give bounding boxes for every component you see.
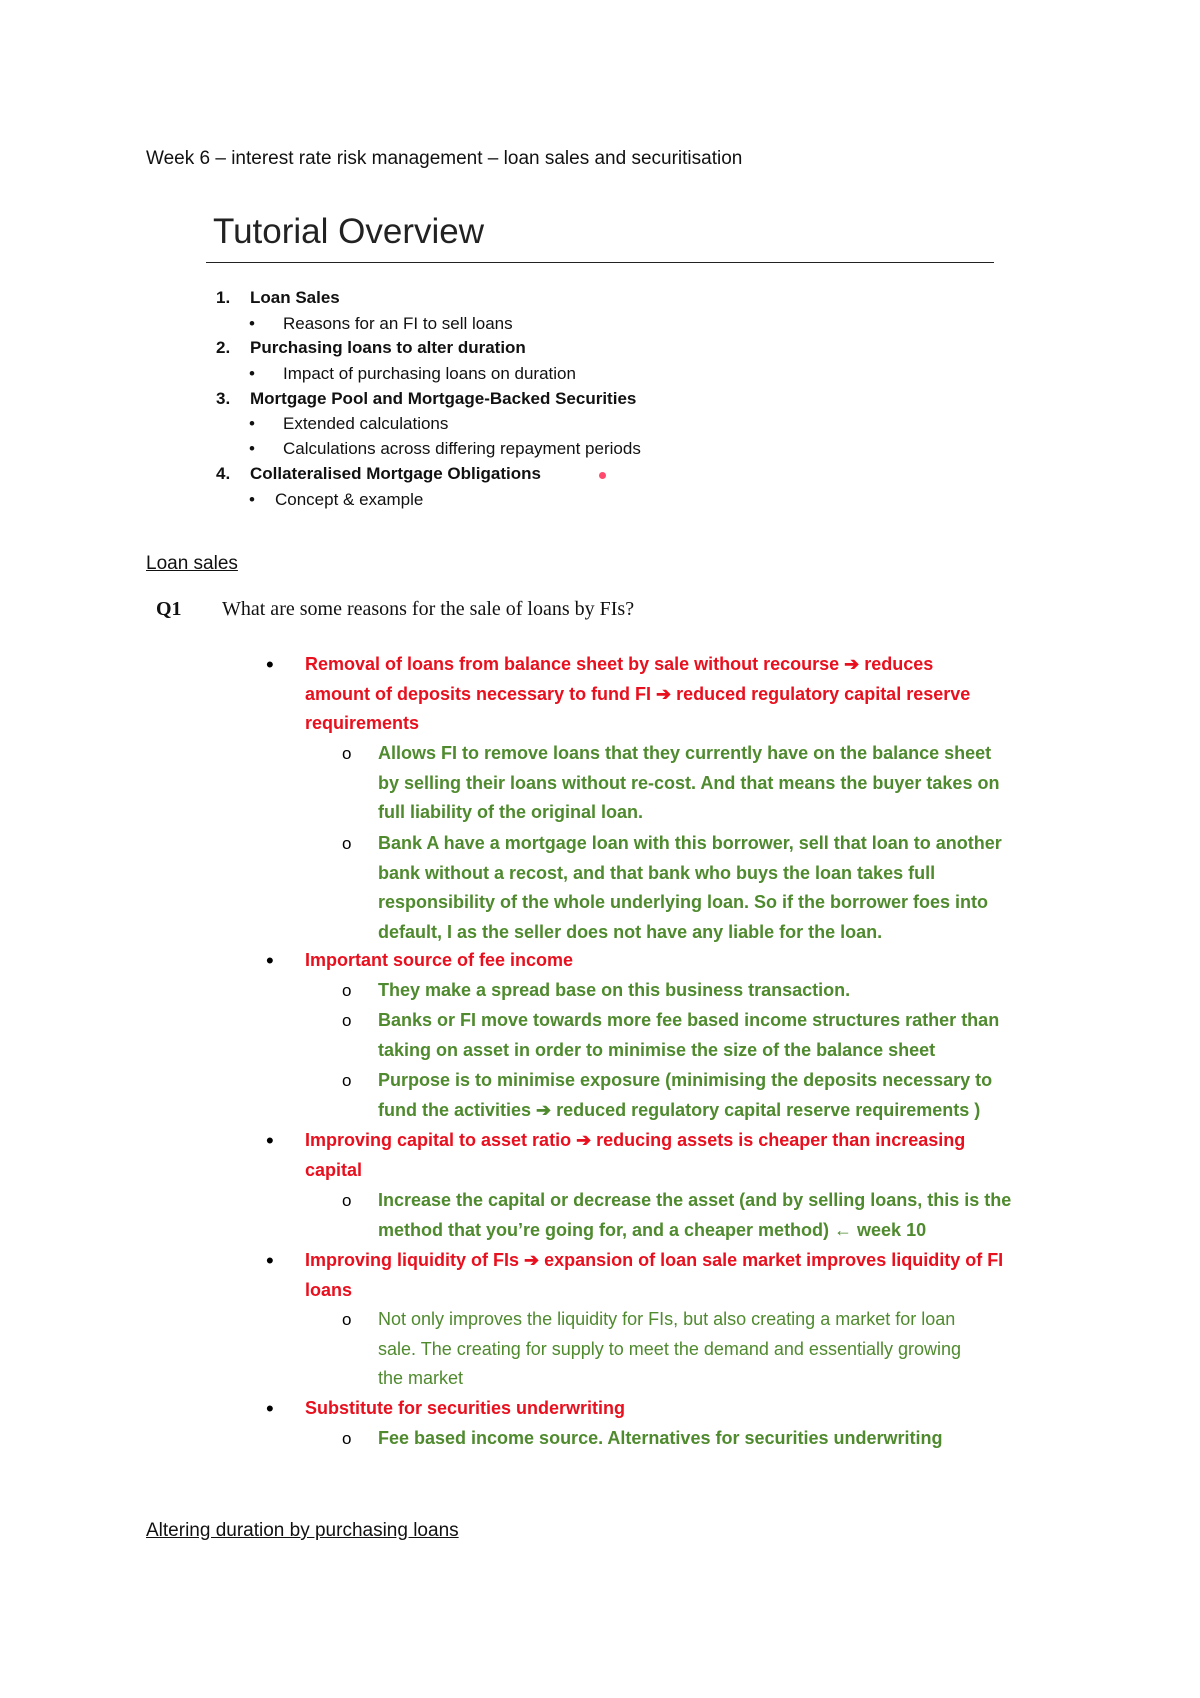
answer-5-note-1 [378,1424,943,1454]
answer-1-note-1 [378,739,999,828]
circle-bullet-icon: o [342,1429,352,1448]
overview-item-3 [216,389,636,409]
answer-2 [305,946,573,976]
note-line: Fee based income source. Alternatives for securities underwriting [378,1428,943,1448]
note-line: They make a spread base on this business transaction. [378,980,851,1000]
answer-4-note-1 [378,1305,961,1394]
bullet-icon: • [249,490,255,509]
overview-subitem-label: Extended calculations [283,414,449,433]
note-line: Increase the capital or decrease the asset (and by selling loans, this is the [378,1190,1012,1210]
overview-subitem-label: Impact of purchasing loans on duration [283,364,576,383]
answer-line: Substitute for securities underwriting [305,1398,626,1418]
overview-subitem [249,490,423,510]
answer-3 [305,1126,965,1185]
overview-subitem-label: Concept & example [275,490,424,509]
overview-heading: Tutorial Overview [213,212,484,251]
note-line: bank without a recost, and that bank who buys the loan takes full [378,862,936,883]
question-number: Q1 [156,598,182,620]
circle-bullet-icon: o [342,1191,352,1210]
note-line: Allows FI to remove loans that they currently have on the balance sheet [378,743,992,763]
note-line: method that you’re going for, and a cheaper method) ← week 10 [378,1219,927,1240]
answer-line: loans [305,1279,353,1300]
overview-subitem-label: Calculations across differing repayment periods [283,439,641,458]
overview-subitem-label: Reasons for an FI to sell loans [283,314,513,333]
overview-item-number: 1. [216,288,231,307]
note-line: by selling their loans without re-cost. And that means the buyer takes on [378,772,1000,793]
overview-item-number: 4. [216,464,231,483]
overview-item-label: Mortgage Pool and Mortgage-Backed Securities [250,389,637,408]
overview-item-1 [216,288,340,308]
answer-2-note-2 [378,1006,999,1065]
answer-line: Improving capital to asset ratio ➔ reducing assets is cheaper than increasing [305,1130,966,1150]
answer-1 [305,650,970,739]
overview-divider [206,262,994,263]
answer-line: Removal of loans from balance sheet by sale without recourse ➔ reduces [305,654,934,674]
overview-subitem [249,414,448,434]
overview-subitem [249,439,641,459]
answer-line: Important source of fee income [305,950,574,970]
answer-line: amount of deposits necessary to fund FI ➔ reduced regulatory capital reserve [305,683,971,704]
overview-item-number: 2. [216,338,231,357]
overview-item-label: Purchasing loans to alter duration [250,338,526,357]
overview-subitem [249,364,576,384]
answer-4 [305,1246,1003,1305]
overview-item-4 [216,464,541,484]
answer-2-note-1 [378,976,850,1006]
answer-line: capital [305,1159,363,1180]
note-line: default, I as the seller does not have any liable for the loan. [378,921,883,942]
answer-line: Improving liquidity of FIs ➔ expansion of loan sale market improves liquidity of FI [305,1250,1004,1270]
bullet-icon: • [266,1396,274,1421]
circle-bullet-icon: o [342,1310,352,1329]
answer-1-note-2 [378,829,1002,947]
bullet-icon: • [249,364,255,383]
document-title: Week 6 – interest rate risk management – loan sales and securitisation [146,148,743,169]
note-line: taking on asset in order to minimise the size of the balance sheet [378,1039,936,1060]
answer-line: requirements [305,713,420,733]
overview-item-number: 3. [216,389,231,408]
note-line: sale. The creating for supply to meet the demand and essentially growing [378,1338,962,1359]
section-heading-loan-sales: Loan sales [146,553,238,574]
bullet-icon: • [266,652,274,677]
note-line: Not only improves the liquidity for FIs, but also creating a market for loan [378,1309,956,1329]
answer-5 [305,1394,625,1424]
bullet-icon: • [266,1248,274,1273]
section-heading-altering-duration: Altering duration by purchasing loans [146,1520,459,1541]
note-line: responsibility of the whole underlying loan. So if the borrower foes into [378,892,989,912]
circle-bullet-icon: o [342,1071,352,1090]
bullet-icon: • [249,439,255,458]
bullet-icon: • [249,414,255,433]
note-line: full liability of the original loan. [378,802,644,822]
overview-item-2 [216,338,526,358]
note-line: Purpose is to minimise exposure (minimising the deposits necessary to [378,1070,993,1090]
bullet-icon: • [249,314,255,333]
note-line: Bank A have a mortgage loan with this borrower, sell that loan to another [378,833,1002,853]
overview-item-label: Loan Sales [250,288,340,307]
overview-subitem [249,314,513,334]
bullet-icon: • [266,1128,274,1153]
note-line: the market [378,1368,464,1388]
bullet-icon: • [266,948,274,973]
circle-bullet-icon: o [342,981,352,1000]
answer-2-note-3 [378,1066,992,1125]
overview-item-label: Collateralised Mortgage Obligations [250,464,541,483]
circle-bullet-icon: o [342,1011,352,1030]
question-text: What are some reasons for the sale of loans by FIs? [222,598,635,620]
note-line: fund the activities ➔ reduced regulatory capital reserve requirements ) [378,1099,981,1120]
circle-bullet-icon: o [342,744,352,763]
red-dot-mark [599,472,606,479]
circle-bullet-icon: o [342,834,352,853]
note-line: Banks or FI move towards more fee based income structures rather than [378,1010,1000,1030]
answer-3-note-1 [378,1186,1011,1245]
